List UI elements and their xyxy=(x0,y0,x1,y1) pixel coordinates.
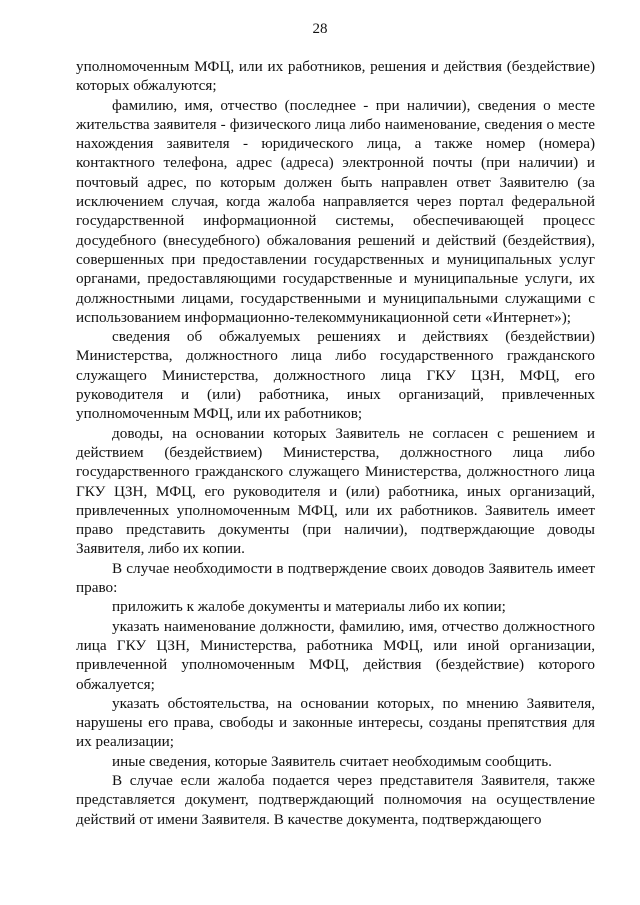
list-item-specify-circumstances: указать обстоятельства, на основании которых, по мнению Заявителя, нарушены его права, свободы и законные интересы, созданы препятствия для их реализации; xyxy=(76,694,595,751)
paragraph-continuation: уполномоченным МФЦ, или их работников, решения и действия (бездействие) которых обжалуются; xyxy=(76,58,595,95)
list-item-attach-documents: приложить к жалобе документы и материалы либо их копии; xyxy=(112,598,506,616)
paragraph-applicant-details: фамилию, имя, отчество (последнее - при наличии), сведения о месте жительства заявителя - физического лица либо наименование, сведения о месте нахождения заявителя - юридического лица, а также номер (номера) контактного телефона, адрес (адреса) электронной почты (при наличии) и почтовый адрес, по которым должен быть направлен ответ Заявителю (за исключением случая, когда жалоба направляется через портал федеральной государственной информационной системы, обеспечивающей процесс досудебного (внесудебного) обжалования решений и действий (бездействия), совершенных при предоставлении государственных и муниципальных услуг органами, предоставляющими государственные и муниципальные услуги, их должностными лицами, государственными и муниципальными служащими с использованием информационно-телекоммуникационной сети «Интернет»); xyxy=(76,96,595,326)
paragraph-representative: В случае если жалоба подается через представителя Заявителя, также представляется документ, подтверждающий полномочия на осуществление действий от имени Заявителя. В качестве документа, подтверждающего xyxy=(76,771,595,828)
paragraph-appealed-decisions: сведения об обжалуемых решениях и действиях (бездействии) Министерства, должностного лица либо государственного гражданского служащего Министерства, должностного лица ГКУ ЦЗН, МФЦ, его руководителя и (или) работника, иных организаций, привлеченных уполномоченным МФЦ, или их работников; xyxy=(76,328,595,423)
list-item-other-info: иные сведения, которые Заявитель считает необходимым сообщить. xyxy=(112,752,552,770)
paragraph-applicant-rights: В случае необходимости в подтверждение своих доводов Заявитель имеет право: xyxy=(76,559,595,597)
paragraph-arguments: доводы, на основании которых Заявитель не согласен с решением и действием (бездействием) Министерства, должностного лица либо государственного гражданского служащего Министерства, должностного лица ГКУ ЦЗН, МФЦ, его руководителя и (или) работника, иных организаций, привлеченных уполномоченным МФЦ, или их работников. Заявитель имеет право представить документы (при наличии), подтверждающие доводы Заявителя, либо их копии. xyxy=(76,424,595,558)
list-item-specify-official: указать наименование должности, фамилию, имя, отчество должностного лица ГКУ ЦЗН, Министерства, работника МФЦ, или иной организации, привлеченной уполномоченным МФЦ, действия (бездействие) которого обжалуется; xyxy=(76,617,595,693)
body-text xyxy=(76,57,595,829)
page-number: 28 xyxy=(312,21,328,37)
